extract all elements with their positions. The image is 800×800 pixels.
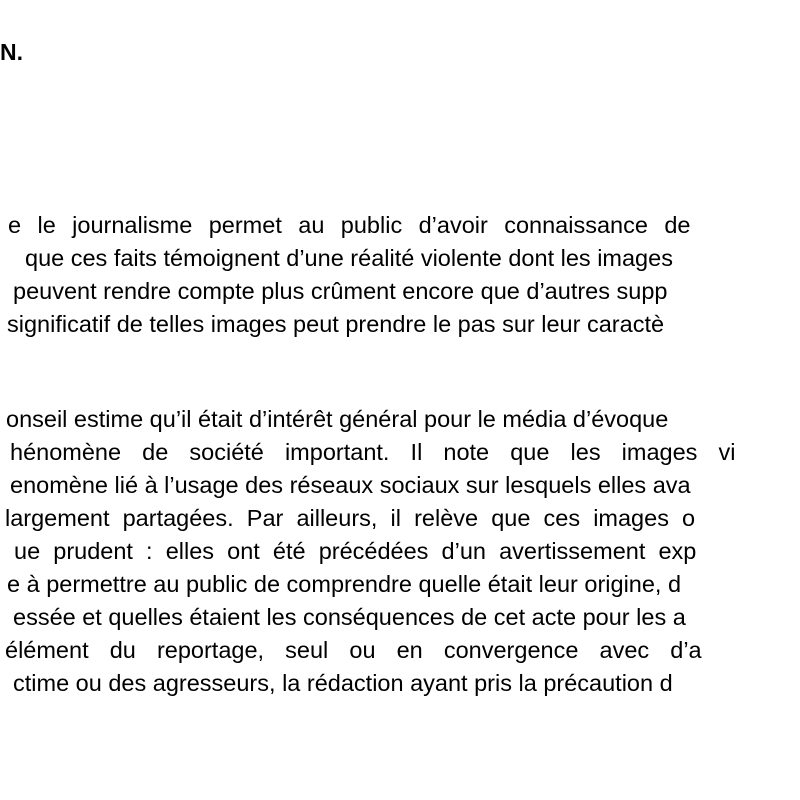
- paragraph-1-line-3: peuvent rendre compte plus crûment encore que d’autres supp: [13, 278, 668, 304]
- paragraph-2-line-9: ctime ou des agresseurs, la rédaction ayant pris la précaution d: [13, 670, 673, 696]
- paragraph-2-line-8: élément du reportage, seul ou en convergence avec d’a: [5, 637, 702, 663]
- paragraph-2-line-2: hénomène de société important. Il note que les images vi: [10, 439, 736, 465]
- paragraph-1-line-2: que ces faits témoignent d’une réalité violente dont les images: [25, 245, 673, 271]
- paragraph-2-line-5: ue prudent : elles ont été précédées d’un avertissement exp: [14, 538, 697, 564]
- section-heading: N.: [0, 39, 23, 65]
- paragraph-1-line-4: significatif de telles images peut prendre le pas sur leur caractè: [7, 311, 665, 337]
- paragraph-2-line-3: enomène lié à l’usage des réseaux sociaux sur lesquels elles ava: [10, 472, 691, 498]
- paragraph-2-line-7: essée et quelles étaient les conséquences de cet acte pour les a: [13, 604, 686, 630]
- paragraph-2-line-1: onseil estime qu’il était d’intérêt général pour le média d’évoque: [6, 406, 669, 432]
- paragraph-1-line-1: e le journalisme permet au public d’avoir connaissance de: [8, 212, 691, 238]
- paragraph-2-line-6: e à permettre au public de comprendre quelle était leur origine, d: [7, 571, 682, 597]
- paragraph-2-line-4: largement partagées. Par ailleurs, il relève que ces images o: [5, 505, 696, 531]
